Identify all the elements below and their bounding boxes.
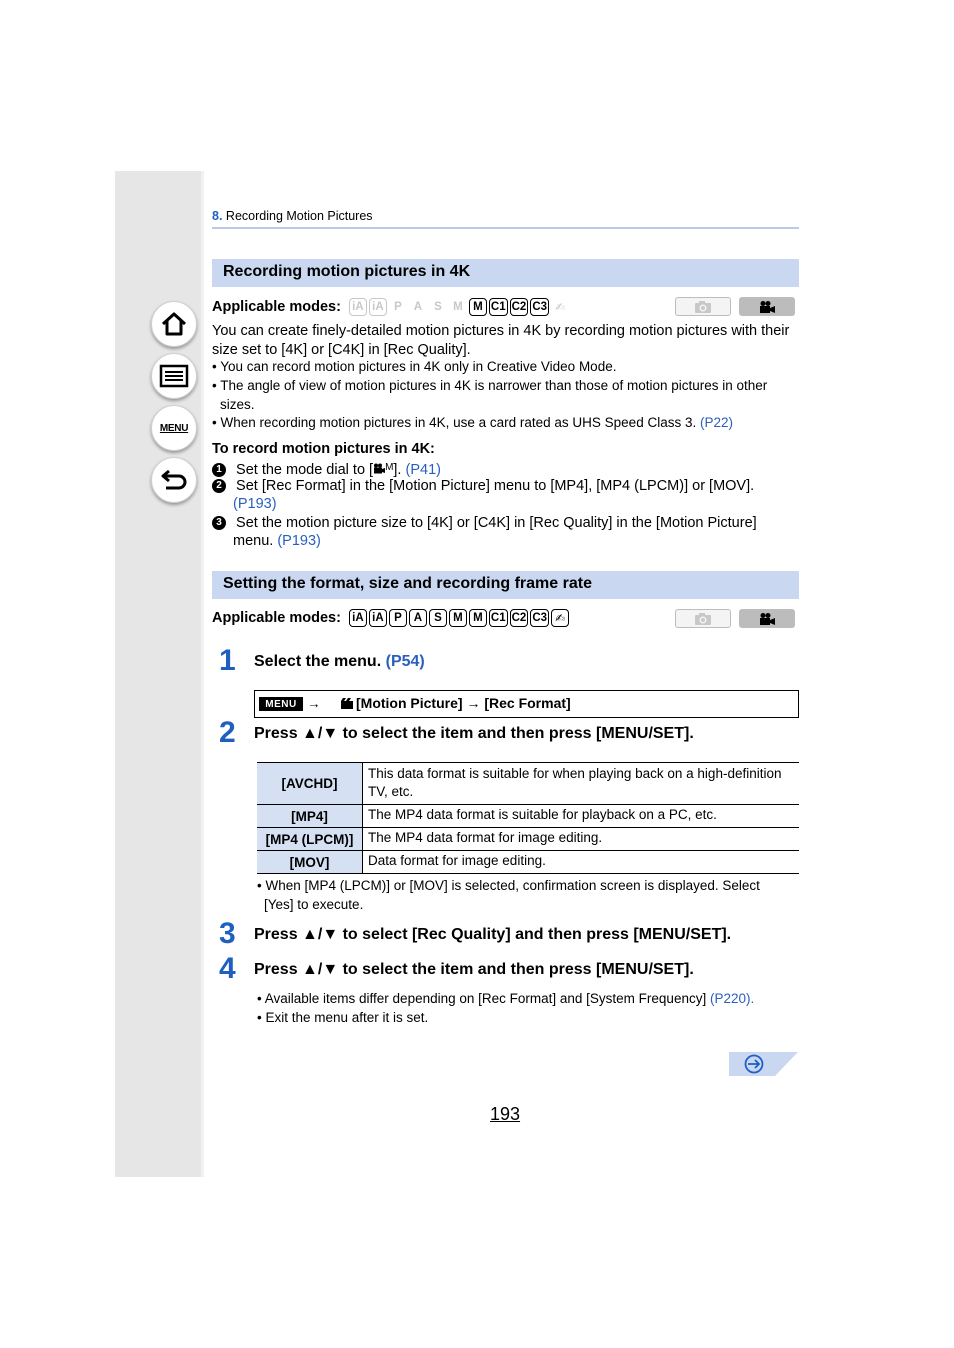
applicable-modes-label: Applicable modes: <box>212 299 341 315</box>
page-number: 193 <box>490 1104 521 1124</box>
section-header-4k <box>212 259 799 287</box>
step-circle-3: 3 <box>212 516 226 530</box>
menu-list-button[interactable] <box>151 405 197 451</box>
step-1-text: Set the mode dial to [ <box>236 461 374 478</box>
note-confirmation-cont: [Yes] to execute. <box>264 897 364 912</box>
mode-c1-icon: C1 <box>489 298 508 316</box>
next-arrow-icon <box>729 1052 798 1076</box>
step-1-title <box>254 653 425 671</box>
step-1-suffix: ]. <box>393 461 402 478</box>
bullet-creative-video: • You can record motion pictures in 4K only in Creative Video Mode. <box>212 359 617 374</box>
mode-icons <box>349 298 569 316</box>
note-confirmation: • When [MP4 (LPCM)] or [MOV] is selected, confirmation screen is displayed. Select <box>257 878 760 893</box>
bullet-angle-of-view: • The angle of view of motion pictures in 4K is narrower than those of motion pictures in other <box>212 378 768 393</box>
format-key: [MP4] <box>257 805 363 828</box>
format-desc: The MP4 data format is suitable for playback on a PC, etc. <box>363 805 800 828</box>
format-desc-line: This data format is suitable for when playing back on a high-definition <box>368 765 782 781</box>
mode-c2-icon: C2 <box>510 298 529 316</box>
list-icon <box>159 364 189 388</box>
mode-c3-icon: C3 <box>530 298 549 316</box>
home-icon <box>160 310 188 338</box>
table-row <box>257 763 799 805</box>
mode-icons <box>349 609 569 627</box>
format-key: [MOV] <box>257 851 363 874</box>
step-circle-2: 2 <box>212 479 226 493</box>
table-row <box>257 828 799 851</box>
next-page-button[interactable] <box>729 1052 798 1076</box>
motion-picture-menu-icon <box>340 697 354 715</box>
step-2-text: Set [Rec Format] in the [Motion Picture] menu to [MP4], [MP4 (LPCM)] or [MOV]. <box>236 478 755 494</box>
link-p41[interactable]: (P41) <box>405 461 441 478</box>
mode-ia-icon: iA <box>349 298 367 316</box>
mode-p-icon: P <box>389 609 407 627</box>
mode-c1-icon: C1 <box>489 609 508 627</box>
mode-ia-icon: iA <box>349 609 367 627</box>
menu-path-box <box>254 690 799 718</box>
section-title: Recording motion pictures in 4K <box>223 263 471 280</box>
step-number-3: 3 <box>219 917 236 950</box>
applicable-modes-row-2 <box>212 609 569 627</box>
mode-c2-icon: C2 <box>510 609 529 627</box>
breadcrumb <box>212 209 373 223</box>
photo-mode-indicator <box>675 297 731 316</box>
subheading-record-4k: To record motion pictures in 4K: <box>212 441 435 457</box>
mode-dial-letter: M <box>385 462 394 473</box>
step-3-title: Press ▲/▼ to select [Rec Quality] and then press [MENU/SET]. <box>254 926 732 943</box>
format-key: [MP4 (LPCM)] <box>257 828 363 851</box>
sidebar-edge <box>201 171 204 1177</box>
link-p22[interactable]: (P22) <box>699 415 733 430</box>
format-key: [AVCHD] <box>257 763 363 805</box>
mode-ia-plus-icon: iA <box>369 609 387 627</box>
bullet-angle-of-view-cont: sizes. <box>220 397 255 412</box>
breadcrumb-divider <box>212 227 799 229</box>
intro-paragraph: You can create finely-detailed motion pictures in 4K by recording motion pictures with their size set to [4K] or [C4K] in [Rec Quality]. <box>212 323 790 358</box>
menu-badge: MENU <box>259 697 303 711</box>
video-mode-indicator <box>739 609 795 628</box>
section-header-format <box>212 571 799 599</box>
applicable-modes-row <box>212 298 569 316</box>
mode-c3-icon: C3 <box>530 609 549 627</box>
link-p54[interactable]: (P54) <box>385 653 425 670</box>
mode-a-icon: A <box>409 609 427 627</box>
step-1-title-text: Select the menu. <box>254 653 382 670</box>
menu-item-rec-format: [Rec Format] <box>484 695 571 711</box>
camera-icon <box>694 300 712 314</box>
back-arrow-icon <box>159 467 189 493</box>
step-number-1: 1 <box>219 644 236 677</box>
format-desc: Data format for image editing. <box>363 851 800 874</box>
mode-creative-video-icon: M <box>469 298 487 316</box>
camera-icon <box>694 612 712 626</box>
menu-arrow-1: → <box>307 696 321 711</box>
chapter-title: Recording Motion Pictures <box>225 209 373 223</box>
step-number-2: 2 <box>219 716 236 749</box>
step-3-row <box>212 514 757 533</box>
step-3-text-cont: menu. <box>233 533 274 549</box>
step-4-title: Press ▲/▼ to select the item and then press [MENU/SET]. <box>254 961 694 978</box>
table-row <box>257 805 799 828</box>
contents-button[interactable] <box>151 353 197 399</box>
mode-a-icon: A <box>413 301 423 313</box>
step-2-row <box>212 477 754 496</box>
back-button[interactable] <box>151 457 197 503</box>
menu-path-text <box>356 695 571 711</box>
mode-scene-guide-icon: ✍ <box>551 609 569 627</box>
mode-ia-plus-icon: iA <box>369 298 387 316</box>
format-desc: The MP4 data format for image editing. <box>363 828 800 851</box>
mode-s-icon: S <box>429 609 447 627</box>
mode-p-icon: P <box>394 301 402 313</box>
mode-m-icon: M <box>453 301 463 313</box>
mode-m-icon: M <box>449 609 467 627</box>
bullet-uhs-card <box>212 414 733 433</box>
table-row <box>257 851 799 874</box>
step-3-cont <box>233 532 321 551</box>
mode-s-icon: S <box>434 301 442 313</box>
bullet-uhs-text: • When recording motion pictures in 4K, use a card rated as UHS Speed Class 3. <box>212 415 697 430</box>
menu-text: MENU <box>159 422 189 434</box>
menu-arrow-2: → <box>466 695 481 711</box>
note-exit-menu: • Exit the menu after it is set. <box>257 1010 429 1025</box>
home-button[interactable] <box>151 301 197 347</box>
rec-format-table <box>257 762 799 874</box>
step-2-title: Press ▲/▼ to select the item and then press [MENU/SET]. <box>254 725 694 742</box>
video-mode-indicator <box>739 297 795 316</box>
section-title: Setting the format, size and recording frame rate <box>223 575 592 592</box>
mode-scene-guide-icon: ✍ <box>555 302 565 314</box>
step-number-4: 4 <box>219 952 236 985</box>
link-p193-b[interactable]: (P193) <box>277 533 321 549</box>
format-desc-line: TV, etc. <box>368 783 414 799</box>
link-p220[interactable]: (P220) <box>709 991 751 1006</box>
menu-item-motion-picture: [Motion Picture] <box>356 695 463 711</box>
applicable-modes-label: Applicable modes: <box>212 610 341 626</box>
video-camera-icon <box>758 300 776 314</box>
step-3-text: Set the motion picture size to [4K] or [C4K] in [Rec Quality] in the [Motion Picture] <box>236 515 757 531</box>
video-camera-icon <box>758 612 776 626</box>
mode-creative-video-icon: M <box>469 609 487 627</box>
photo-mode-indicator <box>675 609 731 628</box>
format-desc <box>363 763 800 805</box>
note-period: . <box>750 991 755 1006</box>
step-circle-1: 1 <box>212 463 226 477</box>
chapter-number: 8. <box>212 209 223 223</box>
note-available-items-text: • Available items differ depending on [Rec Format] and [System Frequency] <box>257 991 707 1006</box>
mode-dial-icon <box>373 459 393 478</box>
link-p193-a[interactable]: (P193) <box>233 496 277 512</box>
note-available-items <box>257 990 754 1009</box>
